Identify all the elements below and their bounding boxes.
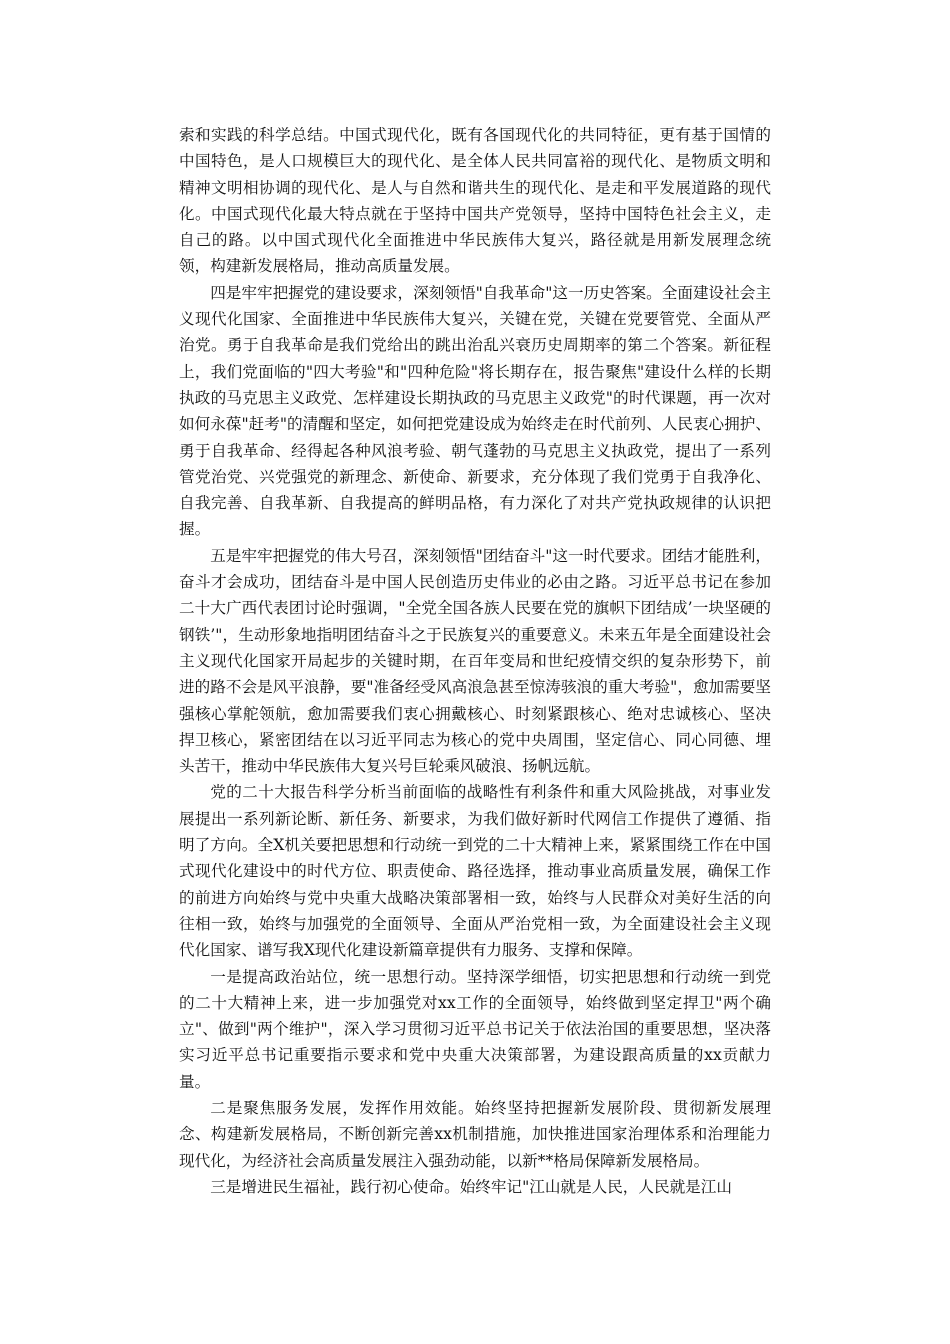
- paragraph-2: 四是牢牢把握党的建设要求，深刻领悟"自我革命"这一历史答案。全面建设社会主义现代化国家、全面推进中华民族伟大复兴，关键在党，关键在党要管党、全面从严治党。勇于自我革命是我们党给出的跳出治乱兴衰历史周期率的第二个答案。新征程上，我们党面临的"四大考验"和"四种危险"将长期存在，报告聚焦"建设什么样的长期执政的马克思主义政党、怎样建设长期执政的马克思主义政党"的时代课题，再一次对如何永葆"赶考"的清醒和坚定，如何把党建设成为始终走在时代前列、人民衷心拥护、勇于自我革命、经得起各种风浪考验、朝气蓬勃的马克思主义执政党，提出了一系列管党治党、兴党强党的新理念、新使命、新要求，充分体现了我们党勇于自我净化、自我完善、自我革新、自我提高的鲜明品格，有力深化了对共产党执政规律的认识把握。: [179, 283, 771, 539]
- paragraph-3: 五是牢牢把握党的伟大号召，深刻领悟"团结奋斗"这一时代要求。团结才能胜利，奋斗才会成功，团结奋斗是中国人民创造历史伟业的必由之路。习近平总书记在参加二十大广西代表团讨论时强调，"全党全国各族人民要在党的旗帜下团结成’一块坚硬的钢铁’"，生动形象地指明团结奋斗之于民族复兴的重要意义。未来五年是全面建设社会主义现代化国家开局起步的关键时期，在百年变局和世纪疫情交织的复杂形势下，前进的路不会是风平浪静，要"准备经受风高浪急甚至惊涛骇浪的重大考验"，愈加需要坚强核心掌舵领航，愈加需要我们衷心拥戴核心、时刻紧跟核心、绝对忠诚核心、坚决捍卫核心，紧密团结在以习近平同志为核心的党中央周围，坚定信心、同心同德、埋头苦干，推动中华民族伟大复兴号巨轮乘风破浪、扬帆远航。: [179, 546, 771, 776]
- document-body: [179, 122, 771, 1200]
- paragraph-1: 索和实践的科学总结。中国式现代化，既有各国现代化的共同特征，更有基于国情的中国特色，是人口规模巨大的现代化、是全体人民共同富裕的现代化、是物质文明和精神文明相协调的现代化、是人与自然和谐共生的现代化、是走和平发展道路的现代化。中国式现代化最大特点就在于坚持中国共产党领导，坚持中国特色社会主义，走自己的路。以中国式现代化全面推进中华民族伟大复兴，路径就是用新发展理念统领，构建新发展格局，推动高质量发展。: [179, 126, 771, 276]
- paragraph-5: 一是提高政治站位，统一思想行动。坚持深学细悟，切实把思想和行动统一到党的二十大精神上来，进一步加强党对xx工作的全面领导，始终做到坚定捍卫"两个确立"、做到"两个维护"，深入学习贯彻习近平总书记关于依法治国的重要思想，坚决落实习近平总书记重要指示要求和党中央重大决策部署，为建设跟高质量的xx贡献力量。: [179, 967, 771, 1091]
- paragraph-7: 三是增进民生福祉，践行初心使命。始终牢记"江山就是人民，人民就是江山: [210, 1177, 732, 1196]
- paragraph-6: 二是聚焦服务发展，发挥作用效能。始终坚持把握新发展阶段、贯彻新发展理念、构建新发展格局，不断创新完善xx机制措施，加快推进国家治理体系和治理能力现代化，为经济社会高质量发展注入强劲动能，以新**格局保障新发展格局。: [179, 1098, 771, 1170]
- paragraph-4: 党的二十大报告科学分析当前面临的战略性有利条件和重大风险挑战，对事业发展提出一系列新论断、新任务、新要求，为我们做好新时代网信工作提供了遵循、指明了方向。全X机关要把思想和行动统一到党的二十大精神上来，紧紧围绕工作在中国式现代化建设中的时代方位、职责使命、路径选择，推动事业高质量发展，确保工作的前进方向始终与党中央重大战略决策部署相一致，始终与人民群众对美好生活的向往相一致，始终与加强党的全面领导、全面从严治党相一致，为全面建设社会主义现代化国家、谱写我X现代化建设新篇章提供有力服务、支撑和保障。: [179, 783, 771, 960]
